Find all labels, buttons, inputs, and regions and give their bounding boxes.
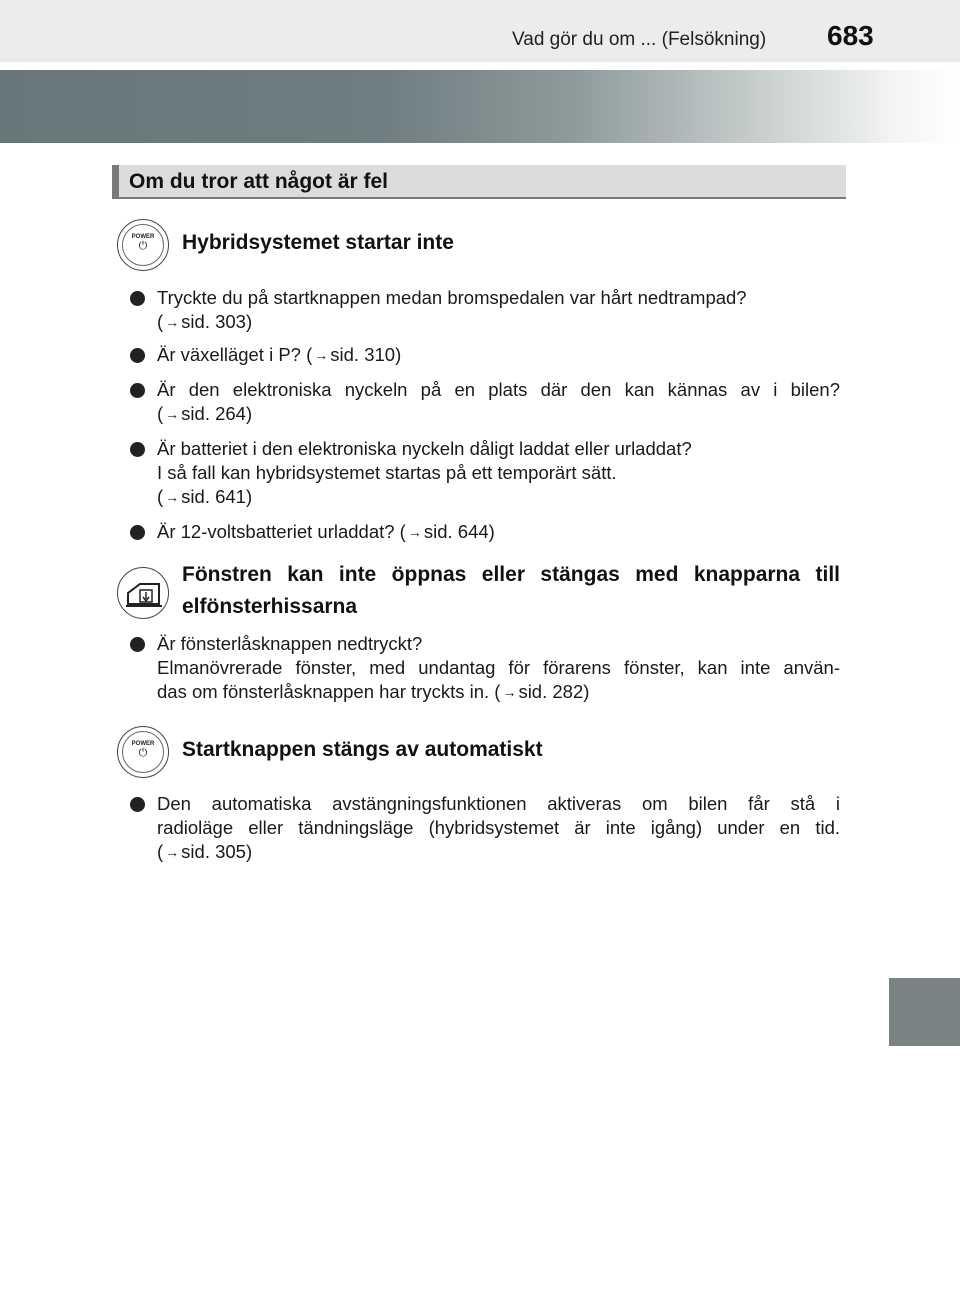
list-item: Är den elektroniska nyckeln på en plats där den kan kännas av i bilen? ( → sid. 264) bbox=[130, 378, 840, 426]
chapter-title: Vad gör du om ... (Felsökning) bbox=[512, 29, 767, 50]
section-title: Om du tror att något är fel bbox=[112, 165, 846, 199]
topic-heading-power-windows: Fönstren kan inte öppnas eller stängas med knapparna till elfönsterhissarna bbox=[182, 563, 840, 618]
page-reference-link[interactable]: sid. 310 bbox=[330, 344, 396, 365]
arrow-right-icon: → bbox=[502, 684, 517, 700]
bullet-icon bbox=[130, 637, 145, 652]
arrow-right-icon: → bbox=[165, 489, 180, 505]
list-item: Är batteriet i den elektroniska nyckeln dåligt laddat eller urladdat? I så fall kan hybridsystemet startas på ett temporärt sätt. ( → sid. 641) bbox=[130, 437, 840, 509]
bullet-icon bbox=[130, 797, 145, 812]
arrow-right-icon: → bbox=[165, 406, 180, 422]
page-reference-link[interactable]: sid. 641 bbox=[181, 486, 246, 507]
list-item: Är fönsterlåsknappen nedtryckt? Elmanövrerade fönster, med undantag för förarens fönster, kan inte använ- das om fönsterlåsknappen har tryckts in. ( → sid. 282) bbox=[130, 632, 840, 704]
header-band bbox=[0, 70, 960, 143]
bullet-icon bbox=[130, 525, 145, 540]
page-reference-link[interactable]: sid. 282 bbox=[518, 681, 584, 702]
power-button-icon: POWER ⏻ bbox=[117, 219, 169, 271]
page-number: 683 bbox=[827, 20, 874, 51]
list-item: Är 12-voltsbatteriet urladdat? ( → sid. 644) bbox=[130, 520, 840, 544]
list-item: Tryckte du på startknappen medan bromspedalen var hårt nedtrampad? ( → sid. 303) bbox=[130, 286, 840, 334]
power-window-icon bbox=[117, 567, 169, 619]
topic-heading-hybrid-start: Hybridsystemet startar inte bbox=[182, 231, 454, 254]
power-button-icon: POWER ⏻ bbox=[117, 726, 169, 778]
bullet-icon bbox=[130, 291, 145, 306]
arrow-right-icon: → bbox=[165, 314, 180, 330]
topic-heading-auto-off: Startknappen stängs av automatiskt bbox=[182, 738, 543, 761]
page-reference-link[interactable]: sid. 305 bbox=[181, 841, 246, 862]
page-header bbox=[0, 0, 960, 62]
chapter-side-tab[interactable] bbox=[889, 978, 960, 1046]
list-item: Den automatiska avstängningsfunktionen aktiveras om bilen får stå i radioläge eller tändningsläge (hybridsystemet är inte igång) under en tid. ( → sid. 305) bbox=[130, 792, 840, 864]
page-reference-link[interactable]: sid. 644 bbox=[423, 521, 489, 542]
arrow-right-icon: → bbox=[165, 844, 180, 860]
page-reference-link[interactable]: sid. 264 bbox=[181, 403, 246, 424]
bullet-icon bbox=[130, 383, 145, 398]
list-item: Är växelläget i P? ( → sid. 310) bbox=[130, 343, 840, 367]
bullet-icon bbox=[130, 348, 145, 363]
page-reference-link[interactable]: sid. 303 bbox=[181, 311, 246, 332]
arrow-right-icon: → bbox=[407, 524, 422, 540]
bullet-icon bbox=[130, 442, 145, 457]
arrow-right-icon: → bbox=[314, 347, 329, 363]
